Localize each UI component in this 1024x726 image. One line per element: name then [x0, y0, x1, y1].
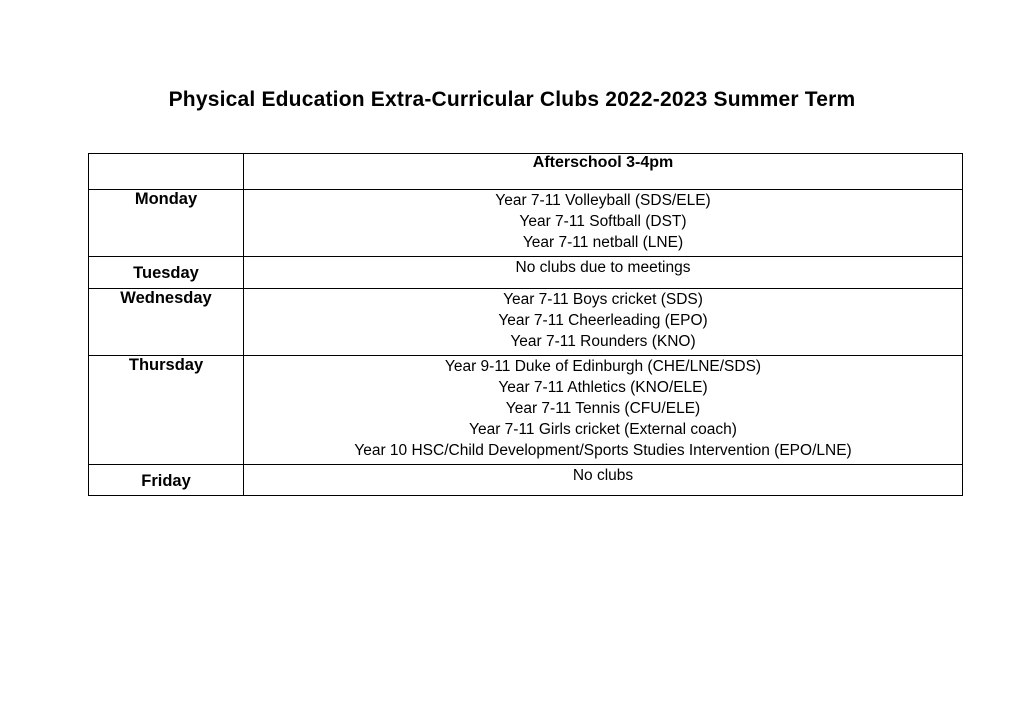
table-row [89, 465, 963, 496]
clubs-cell-thursday [244, 356, 963, 465]
table-row [89, 257, 963, 289]
club-entry: Year 7-11 Athletics (KNO/ELE) [498, 379, 708, 396]
club-entry: Year 7-11 Softball (DST) [519, 213, 687, 230]
club-entry: Year 7-11 netball (LNE) [522, 234, 684, 251]
clubs-cell-friday [244, 465, 963, 496]
day-label-wednesday: Wednesday [89, 289, 244, 356]
column-header-afterschool: Afterschool 3-4pm [244, 154, 963, 190]
table-header-row [89, 154, 963, 190]
club-entry: No clubs [572, 467, 634, 484]
day-label-thursday: Thursday [89, 356, 244, 465]
club-entry: Year 7-11 Rounders (KNO) [510, 333, 696, 350]
day-label-friday: Friday [89, 465, 244, 496]
table-row [89, 190, 963, 257]
club-entry: Year 9-11 Duke of Edinburgh (CHE/LNE/SDS) [444, 358, 762, 375]
club-entry: Year 7-11 Volleyball (SDS/ELE) [495, 192, 711, 209]
table-corner-cell [89, 154, 244, 190]
club-entry: Year 7-11 Cheerleading (EPO) [498, 312, 708, 329]
clubs-cell-wednesday [244, 289, 963, 356]
table-row [89, 356, 963, 465]
table-row [89, 289, 963, 356]
day-label-tuesday: Tuesday [89, 257, 244, 289]
club-entry: Year 7-11 Tennis (CFU/ELE) [505, 400, 701, 417]
club-entry: Year 7-11 Boys cricket (SDS) [503, 291, 703, 308]
club-entry: Year 7-11 Girls cricket (External coach) [469, 421, 737, 438]
clubs-cell-monday [244, 190, 963, 257]
clubs-cell-tuesday [244, 257, 963, 289]
club-entry: Year 10 HSC/Child Development/Sports Studies Intervention (EPO/LNE) [354, 442, 852, 459]
clubs-table [88, 153, 963, 496]
club-entry: No clubs due to meetings [515, 259, 691, 276]
day-label-monday: Monday [89, 190, 244, 257]
page-title: Physical Education Extra-Curricular Clubs 2022-2023 Summer Term [168, 88, 856, 111]
